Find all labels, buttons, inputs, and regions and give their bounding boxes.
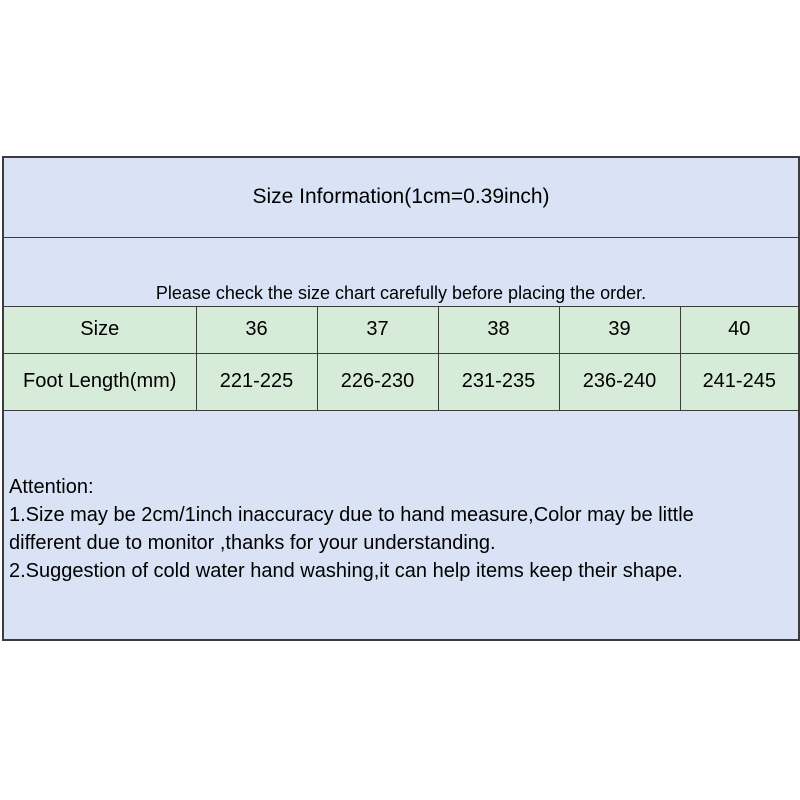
foot-length-row <box>3 353 799 410</box>
foot-length-value-38: 231-235 <box>438 353 559 410</box>
size-row <box>3 306 799 353</box>
page-title: Size Information(1cm=0.39inch) <box>3 157 799 237</box>
size-value-36: 36 <box>196 306 317 353</box>
attention-note-2: 2.Suggestion of cold water hand washing,it can help items keep their shape. <box>9 559 683 582</box>
attention-note-1-line-1: 1.Size may be 2cm/1inch inaccuracy due to hand measure,Color may be little <box>9 503 694 526</box>
notice-row <box>3 237 799 306</box>
foot-length-row-label: Foot Length(mm) <box>3 353 196 410</box>
title-row <box>3 157 799 237</box>
foot-length-value-36: 221-225 <box>196 353 317 410</box>
order-notice-text: Please check the size chart carefully before placing the order. <box>3 237 799 306</box>
foot-length-value-39: 236-240 <box>559 353 680 410</box>
attention-section <box>3 410 799 640</box>
foot-length-value-37: 226-230 <box>317 353 438 410</box>
size-value-37: 37 <box>317 306 438 353</box>
attention-row <box>3 410 799 640</box>
size-value-40: 40 <box>680 306 799 353</box>
attention-note-1-line-2: different due to monitor ,thanks for your understanding. <box>9 531 496 554</box>
foot-length-value-40: 241-245 <box>680 353 799 410</box>
size-information-table <box>2 156 800 641</box>
size-value-38: 38 <box>438 306 559 353</box>
size-row-label: Size <box>3 306 196 353</box>
size-value-39: 39 <box>559 306 680 353</box>
attention-heading: Attention: <box>9 475 94 498</box>
